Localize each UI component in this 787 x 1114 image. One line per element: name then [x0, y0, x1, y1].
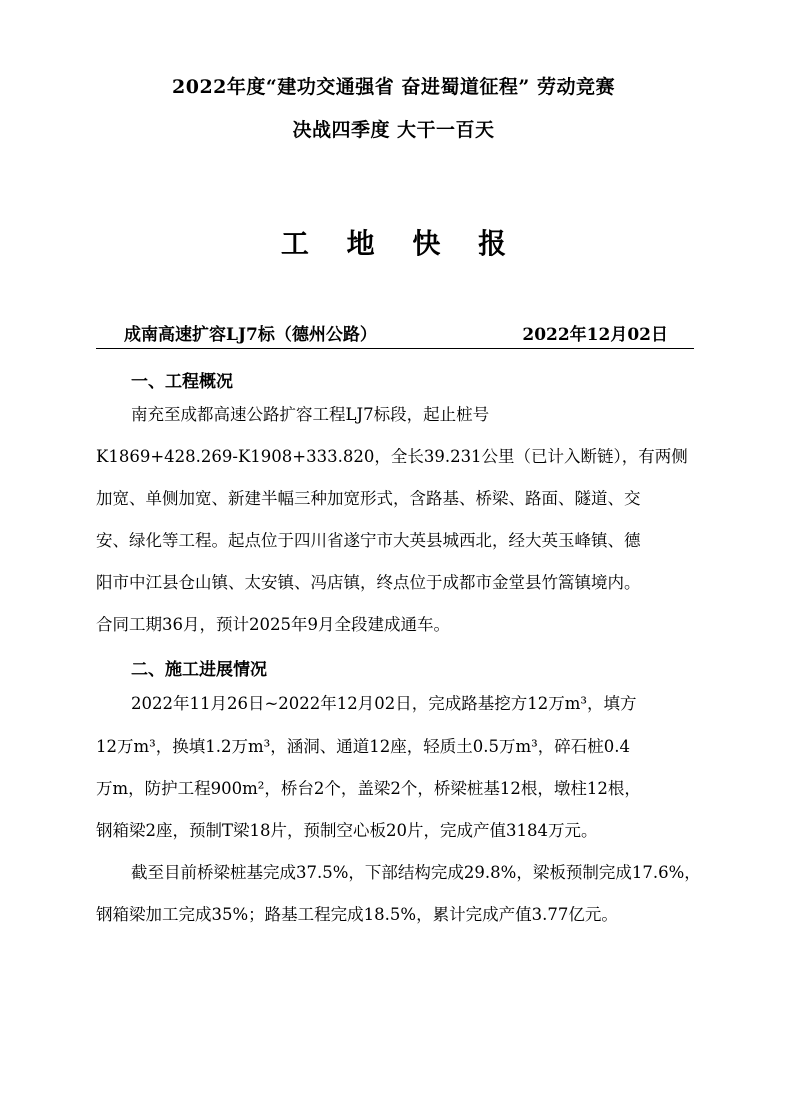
- overview-line: 阳市中江县仓山镇、太安镇、冯店镇，终点位于成都市金堂县竹篙镇境内。: [96, 573, 641, 592]
- overview-line: 安、绿化等工程。起点位于四川省遂宁市大英县城西北，经大英玉峰镇、德: [96, 531, 641, 550]
- overview-line: K1869+428.269-K1908+333.820，全长39.231公里（已计入断链），有两侧: [96, 447, 688, 466]
- section-heading-overview: 一、工程概况: [131, 372, 233, 392]
- overview-line: 南充至成都高速公路扩容工程LJ7标段，起止桩号: [131, 405, 490, 424]
- cumulative-progress-line: 截至目前桥梁桩基完成37.5%，下部结构完成29.8%，梁板预制完成17.6%，: [131, 863, 701, 882]
- project-name: 成南高速扩容LJ7标（德州公路）: [124, 325, 377, 345]
- progress-line: 万m，防护工程900m²，桥台2个，盖梁2个，桥梁桩基12根，墩柱12根，: [96, 779, 641, 798]
- progress-line: 12万m³，换填1.2万m³，涵洞、通道12座，轻质土0.5万m³，碎石桩0.4: [96, 737, 630, 756]
- page-title: 工 地 快 报: [280, 227, 521, 260]
- overview-line: 合同工期36月，预计2025年9月全段建成通车。: [96, 615, 450, 634]
- overview-line: 加宽、单侧加宽、新建半幅三种加宽形式，含路基、桥梁、路面、隧道、交: [96, 489, 641, 508]
- report-meta-row: [96, 320, 694, 349]
- header-competition-title: 2022年度“建功交通强省 奋进蜀道征程” 劳动竞赛: [172, 76, 615, 98]
- progress-line: 钢箱梁2座，预制T梁18片，预制空心板20片，完成产值3184万元。: [96, 821, 598, 840]
- report-date: 2022年12月02日: [522, 325, 668, 345]
- section-heading-progress: 二、施工进展情况: [131, 660, 267, 680]
- header-campaign-subtitle: 决战四季度 大干一百天: [292, 119, 495, 141]
- progress-line: 2022年11月26日~2022年12月02日，完成路基挖方12万m³，填方: [131, 694, 637, 713]
- cumulative-progress-line: 钢箱梁加工完成35%；路基工程完成18.5%，累计完成产值3.77亿元。: [96, 905, 618, 924]
